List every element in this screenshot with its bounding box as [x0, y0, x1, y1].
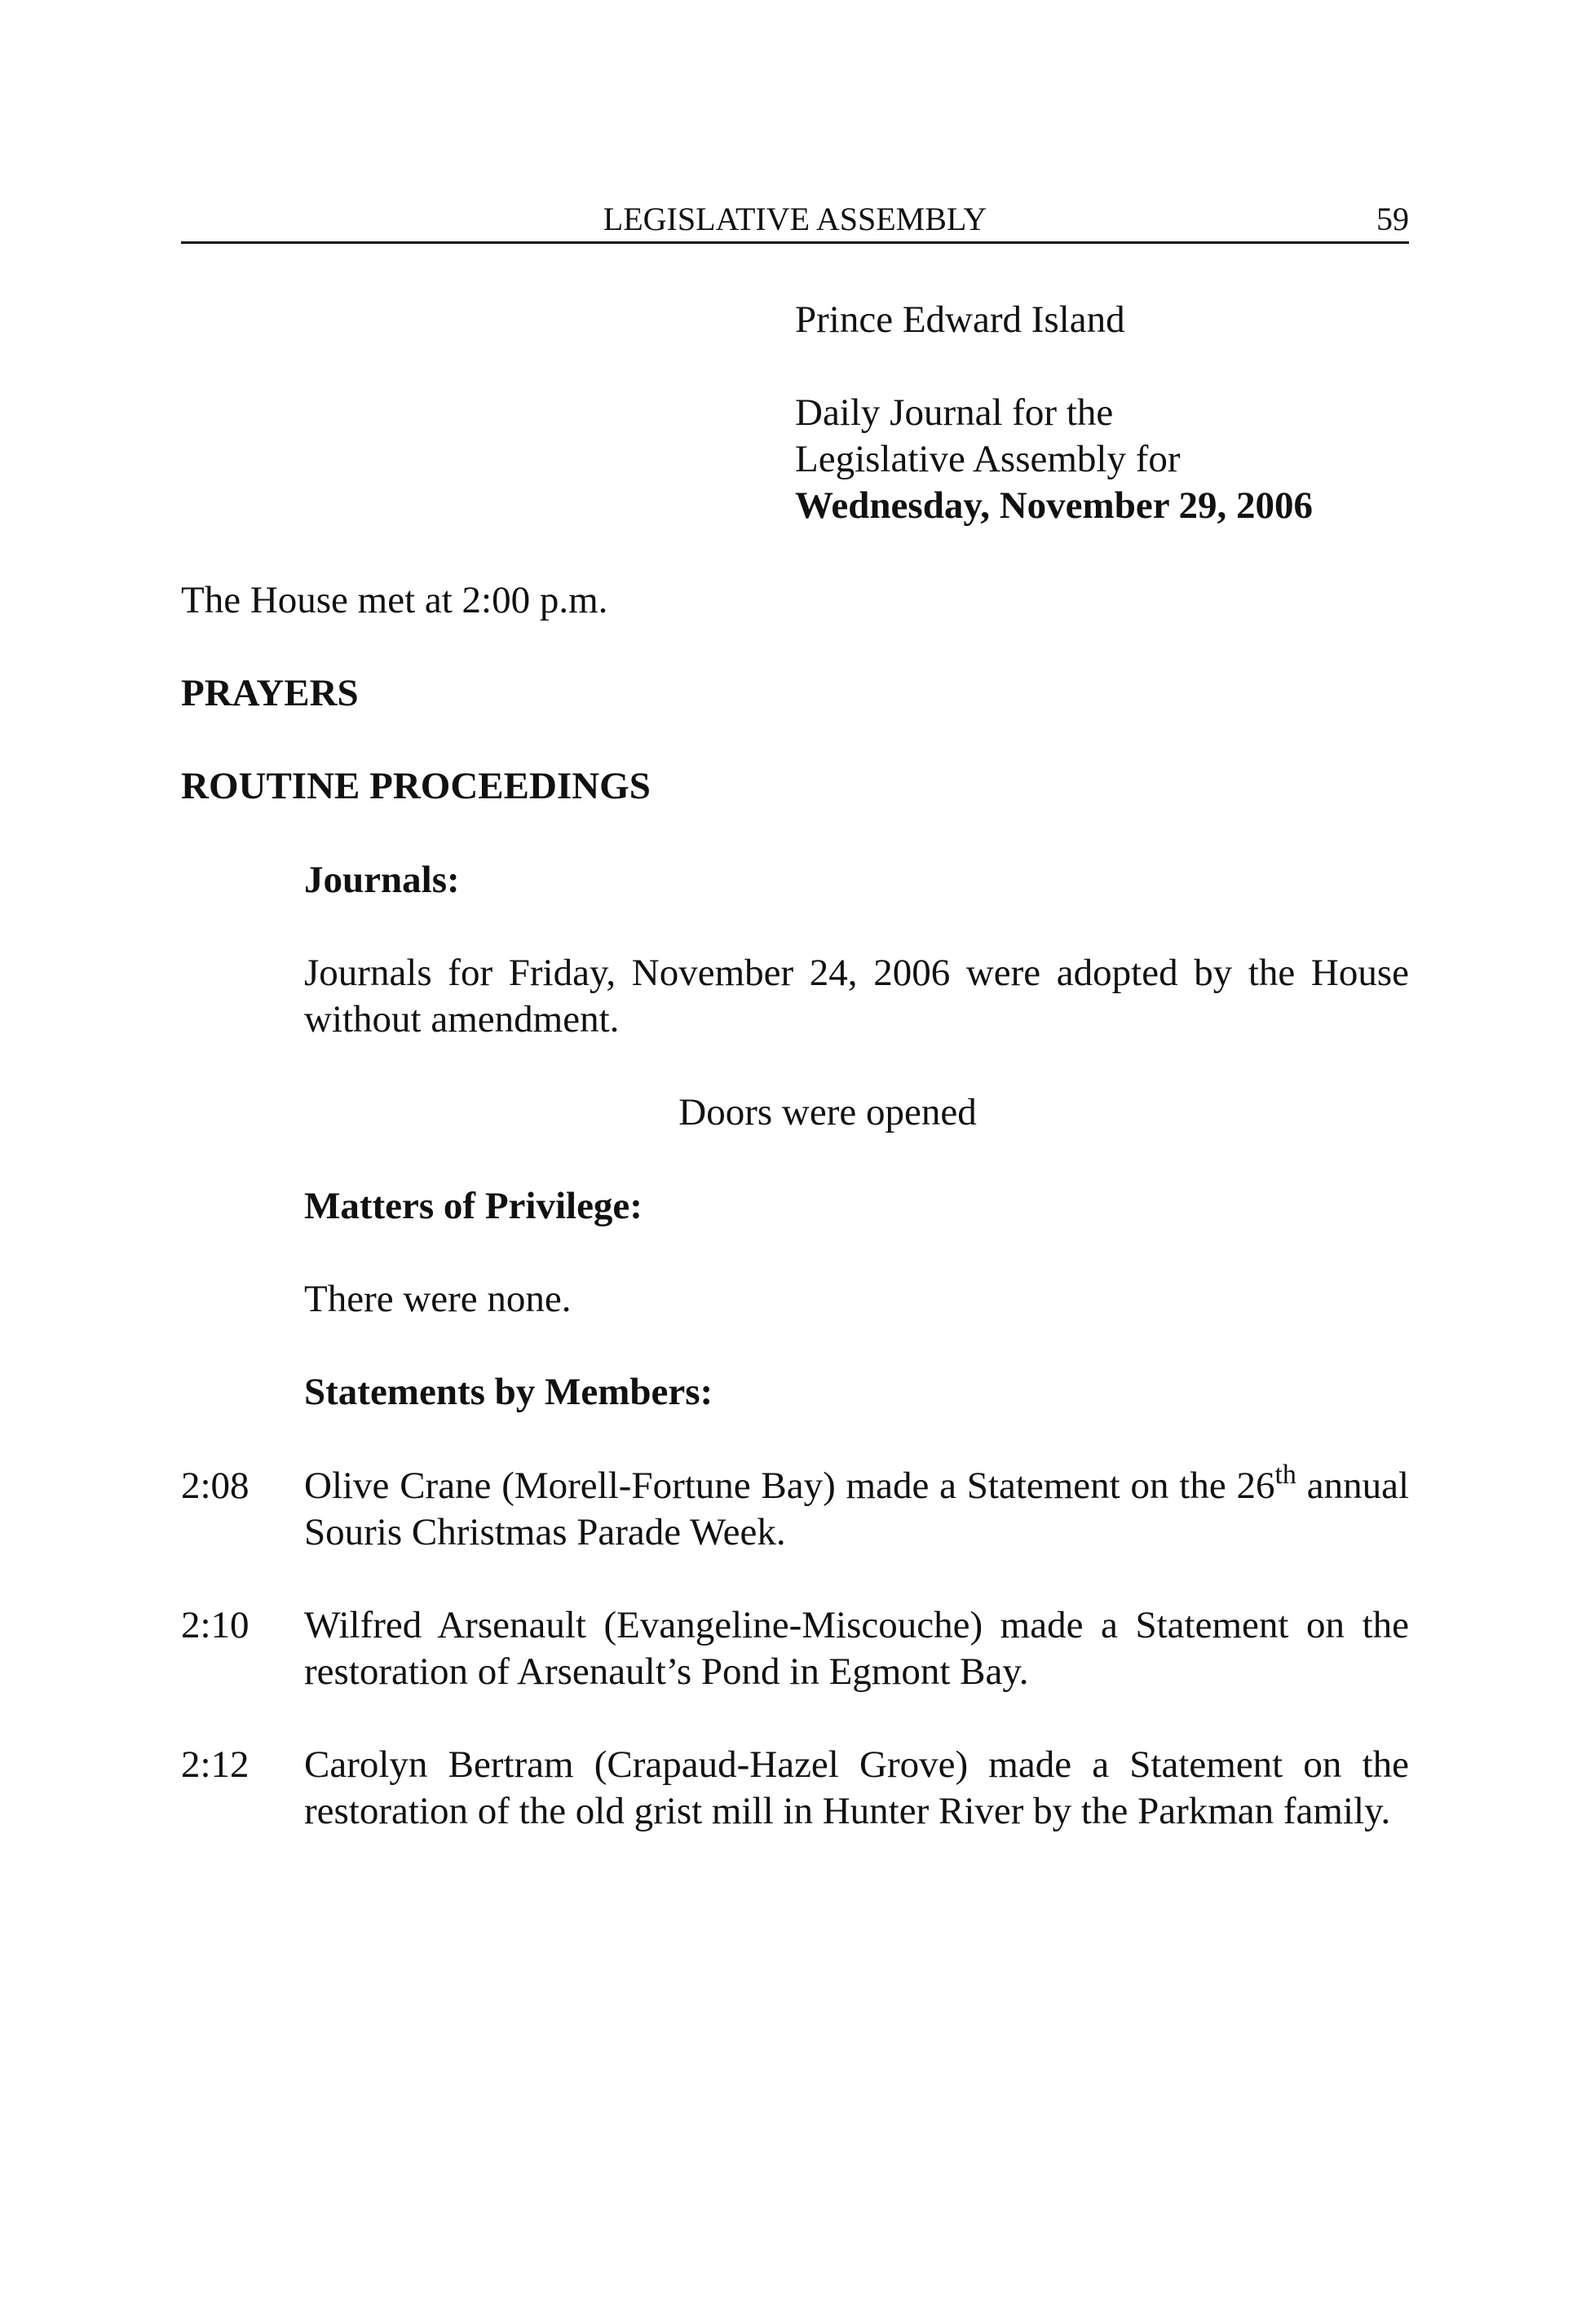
- statement-text: Wilfred Arsenault (Evangeline-Miscouche) made a Statement on the restoration of Arsenault’s Pond in Egmont Bay.: [304, 1604, 1409, 1693]
- statement-time: 2:10: [181, 1604, 250, 1646]
- page-header: [181, 199, 1409, 244]
- journal-line-2: Legislative Assembly for: [795, 438, 1181, 480]
- statement-time: 2:12: [181, 1743, 250, 1786]
- routine-proceedings-heading: ROUTINE PROCEEDINGS: [181, 765, 651, 807]
- statement-text-continued: annual Souris Christmas Parade Week.: [304, 1465, 1409, 1553]
- statements-heading: Statements by Members:: [304, 1371, 713, 1413]
- statement-text: [304, 1460, 1409, 1556]
- journal-line-1: Daily Journal for the: [795, 391, 1114, 434]
- province-name: Prince Edward Island: [795, 298, 1125, 341]
- journals-heading: Journals:: [304, 859, 460, 901]
- prayers-heading: PRAYERS: [181, 672, 359, 714]
- ordinal-suffix: th: [1274, 1460, 1296, 1490]
- opening-statement: The House met at 2:00 p.m.: [181, 579, 608, 621]
- statement-time: 2:08: [181, 1465, 250, 1507]
- statement-text-main: Olive Crane (Morell-Fortune Bay) made a Statement on the 26: [304, 1465, 1275, 1507]
- journals-text: Journals for Friday, November 24, 2006 were adopted by the House without amendment.: [304, 952, 1409, 1040]
- statement-text: Carolyn Bertram (Crapaud-Hazel Grove) made a Statement on the restoration of the old grist mill in Hunter River by the Parkman family.: [304, 1743, 1409, 1832]
- journal-date: Wednesday, November 29, 2006: [795, 484, 1313, 527]
- running-title: LEGISLATIVE ASSEMBLY: [603, 201, 987, 237]
- doors-opened-note: Doors were opened: [678, 1091, 977, 1133]
- page-number: 59: [1376, 201, 1409, 237]
- privilege-text: There were none.: [304, 1278, 572, 1320]
- privilege-heading: Matters of Privilege:: [304, 1185, 643, 1227]
